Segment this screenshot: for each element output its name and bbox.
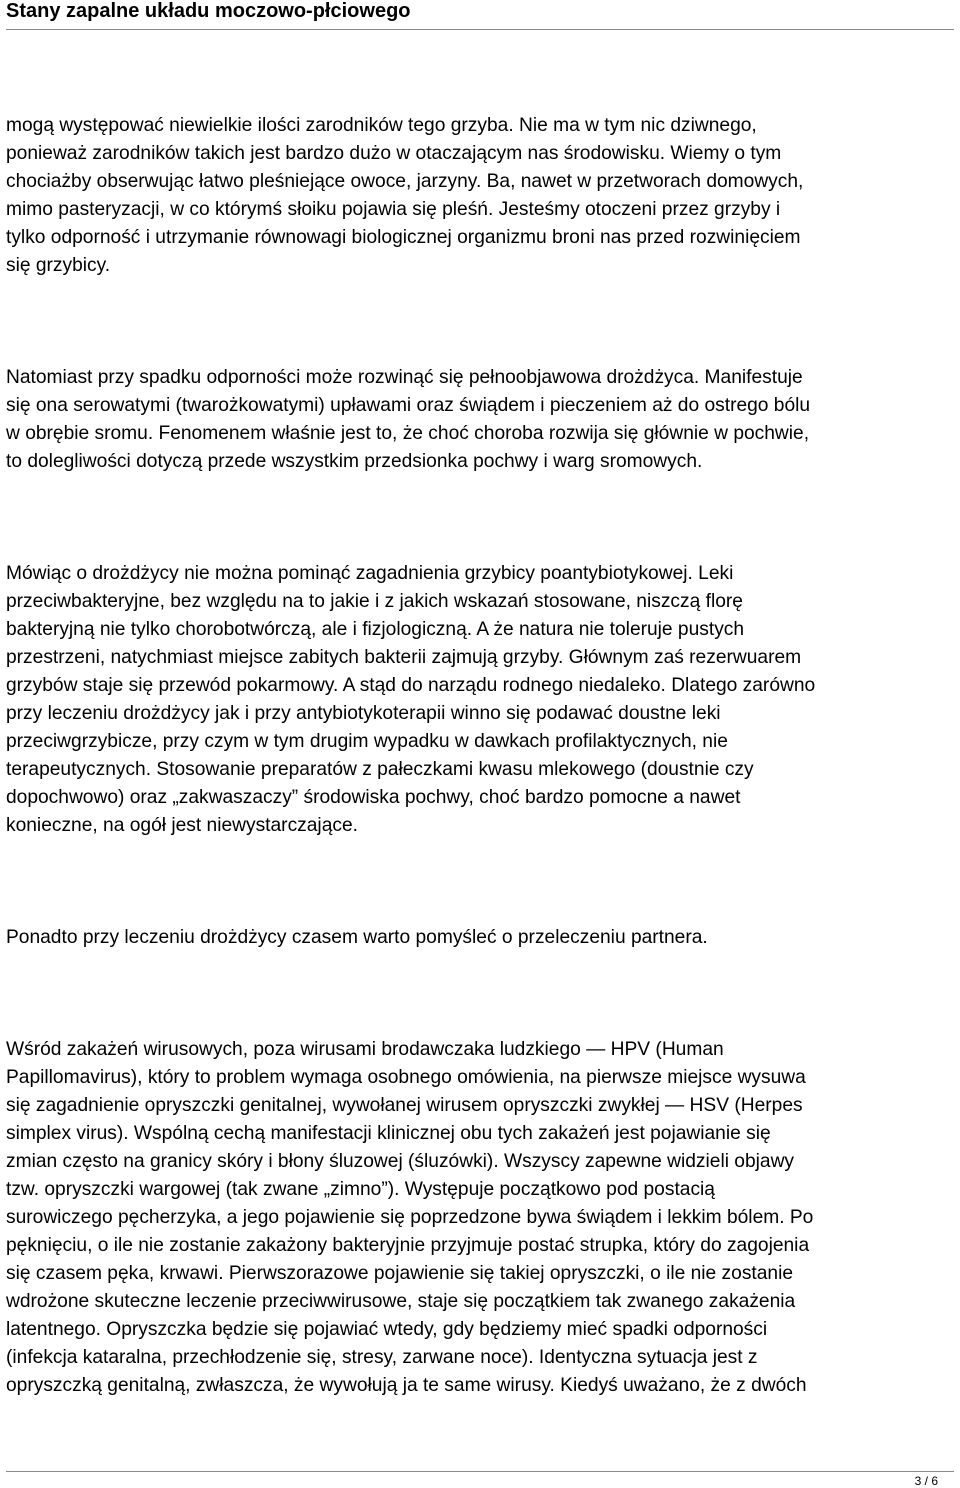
paragraph-1 [6, 112, 954, 280]
paragraph-spacer [6, 280, 954, 364]
text-line: bakteryjną nie tylko chorobotwórczą, ale i fizjologiczną. A że natura nie toleruje pustych [6, 619, 745, 640]
text-line: się ona serowatymi (twarożkowatymi) upławami oraz świądem i pieczeniem aż do ostrego bólu [6, 395, 811, 416]
text-line: Papillomavirus), który to problem wymaga osobnego omówienia, na pierwsze miejsce wysuwa [6, 1067, 806, 1088]
text-line: tzw. opryszczki wargowej (tak zwane „zimno”). Występuje początkowo pod postacią [6, 1179, 715, 1200]
paragraph-3 [6, 560, 954, 840]
paragraph-4 [6, 924, 954, 952]
text-line: konieczne, na ogół jest niewystarczające. [6, 815, 358, 836]
footer-divider [6, 1471, 954, 1472]
paragraph-spacer [6, 840, 954, 924]
text-line: się zagadnienie opryszczki genitalnej, wywołanej wirusem opryszczki zwykłej — HSV (Herpes [6, 1095, 803, 1116]
text-line: przestrzeni, natychmiast miejsce zabitych bakterii zajmują grzyby. Głównym zaś rezerwuarem [6, 647, 802, 668]
text-line: chociażby obserwując łatwo pleśniejące owoce, jarzyny. Ba, nawet w przetworach domowych, [6, 171, 804, 192]
paragraph-spacer [6, 476, 954, 560]
text-line: opryszczką genitalną, zwłaszcza, że wywołują ja te same wirusy. Kiedyś uważano, że z dwóch [6, 1375, 807, 1396]
text-line: terapeutycznych. Stosowanie preparatów z pałeczkami kwasu mlekowego (doustnie czy [6, 759, 754, 780]
text-line: przy leczeniu drożdżycy jak i przy antybiotykoterapii winno się podawać doustne leki [6, 703, 721, 724]
text-line: dopochwowo) oraz „zakwaszaczy” środowiska pochwy, choć bardzo pomocne a nawet [6, 787, 741, 808]
text-line: surowiczego pęcherzyka, a jego pojawienie się poprzedzone bywa świądem i lekkim bólem. Po [6, 1207, 814, 1228]
text-line: przeciwbakteryjne, bez względu na to jakie i z jakich wskazań stosowane, niszczą florę [6, 591, 743, 612]
page-number: 3 / 6 [914, 1474, 938, 1488]
text-line: w obrębie sromu. Fenomenem właśnie jest to, że choć choroba rozwija się głównie w pochwie, [6, 423, 810, 444]
text-line: Wśród zakażeń wirusowych, poza wirusami brodawczaka ludzkiego — HPV (Human [6, 1039, 724, 1060]
paragraph-spacer [6, 952, 954, 1036]
text-line: pęknięciu, o ile nie zostanie zakażony bakteryjnie przyjmuje postać strupka, który do zagojenia [6, 1235, 810, 1256]
header-divider [6, 29, 954, 30]
text-line: mimo pasteryzacji, w co którymś słoiku pojawia się pleśń. Jesteśmy otoczeni przez grzyby i [6, 199, 781, 220]
text-line: wdrożone skuteczne leczenie przeciwwirusowe, staje się początkiem tak zwanego zakażenia [6, 1291, 796, 1312]
text-line: to dolegliwości dotyczą przede wszystkim przedsionka pochwy i warg sromowych. [6, 451, 703, 472]
text-line: zmian często na granicy skóry i błony śluzowej (śluzówki). Wszyscy zapewne widzieli objawy [6, 1151, 795, 1172]
text-line: latentnego. Opryszczka będzie się pojawiać wtedy, gdy będziemy mieć spadki odporności [6, 1319, 768, 1340]
text-line: Mówiąc o drożdżycy nie można pominąć zagadnienia grzybicy poantybiotykowej. Leki [6, 563, 734, 584]
text-line: się czasem pęka, krwawi. Pierwszorazowe pojawienie się takiej opryszczki, o ile nie zostanie [6, 1263, 794, 1284]
text-line: ponieważ zarodników takich jest bardzo dużo w otaczającym nas środowisku. Wiemy o tym [6, 143, 782, 164]
text-line: mogą występować niewielkie ilości zarodników tego grzyba. Nie ma w tym nic dziwnego, [6, 115, 757, 136]
paragraph-5 [6, 1036, 954, 1400]
text-line: grzybów staje się przewód pokarmowy. A stąd do narządu rodnego niedaleko. Dlatego zarówno [6, 675, 816, 696]
text-line: (infekcja kataralna, przechłodzenie się, stresy, zarwane noce). Identyczna sytuacja jest z [6, 1347, 758, 1368]
page-header [6, 0, 954, 30]
paragraph-2 [6, 364, 954, 476]
text-line: Natomiast przy spadku odporności może rozwinąć się pełnoobjawowa drożdżyca. Manifestuje [6, 367, 803, 388]
text-line: simplex virus). Wspólną cechą manifestacji klinicznej obu tych zakażeń jest pojawianie się [6, 1123, 771, 1144]
document-body [6, 112, 954, 1400]
text-line: tylko odporność i utrzymanie równowagi biologicznej organizmu broni nas przed rozwinięciem [6, 227, 801, 248]
text-line: Ponadto przy leczeniu drożdżycy czasem warto pomyśleć o przeleczeniu partnera. [6, 927, 708, 948]
document-title: Stany zapalne układu moczowo-płciowego [6, 0, 411, 22]
text-line: przeciwgrzybicze, przy czym w tym drugim wypadku w dawkach profilaktycznych, nie [6, 731, 728, 752]
text-line: się grzybicy. [6, 255, 111, 276]
